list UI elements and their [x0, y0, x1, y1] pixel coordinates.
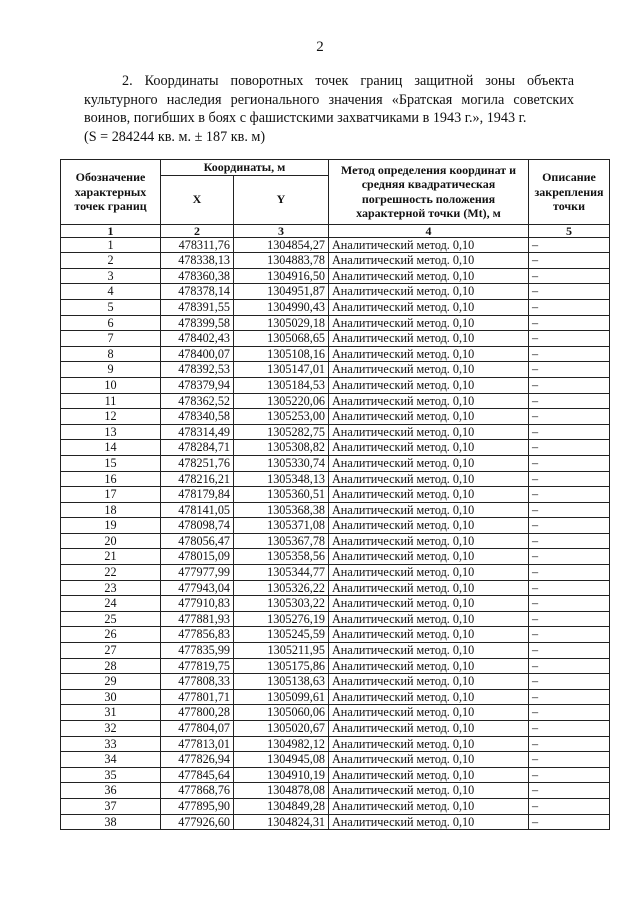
table-row: [61, 752, 610, 768]
y-coordinate-cell: 1305138,63: [234, 674, 329, 690]
x-coordinate-cell: 478400,07: [161, 346, 234, 362]
point-number-cell: 12: [61, 409, 161, 425]
y-coordinate-cell: 1305220,06: [234, 393, 329, 409]
description-cell: –: [529, 674, 610, 690]
x-coordinate-cell: 478141,05: [161, 502, 234, 518]
y-coordinate-cell: 1305099,61: [234, 689, 329, 705]
point-number-cell: 9: [61, 362, 161, 378]
y-coordinate-cell: 1304878,08: [234, 783, 329, 799]
description-cell: –: [529, 533, 610, 549]
table-row: [61, 331, 610, 347]
y-coordinate-cell: 1305175,86: [234, 658, 329, 674]
method-cell: Аналитический метод. 0,10: [329, 268, 529, 284]
y-coordinate-cell: 1305344,77: [234, 565, 329, 581]
point-number-cell: 6: [61, 315, 161, 331]
y-coordinate-cell: 1305326,22: [234, 580, 329, 596]
point-number-cell: 2: [61, 253, 161, 269]
point-number-cell: 31: [61, 705, 161, 721]
description-cell: –: [529, 783, 610, 799]
x-coordinate-cell: 478056,47: [161, 533, 234, 549]
description-cell: –: [529, 409, 610, 425]
y-coordinate-cell: 1305184,53: [234, 377, 329, 393]
method-cell: Аналитический метод. 0,10: [329, 736, 529, 752]
point-number-cell: 35: [61, 767, 161, 783]
table-row: [61, 549, 610, 565]
method-cell: Аналитический метод. 0,10: [329, 409, 529, 425]
table-row: [61, 783, 610, 799]
table-row: [61, 284, 610, 300]
y-coordinate-cell: 1305245,59: [234, 627, 329, 643]
description-cell: –: [529, 565, 610, 581]
method-cell: Аналитический метод. 0,10: [329, 596, 529, 612]
y-coordinate-cell: 1304849,28: [234, 798, 329, 814]
description-cell: –: [529, 658, 610, 674]
description-cell: –: [529, 798, 610, 814]
description-cell: –: [529, 377, 610, 393]
point-number-cell: 14: [61, 440, 161, 456]
y-coordinate-cell: 1305368,38: [234, 502, 329, 518]
table-row: [61, 424, 610, 440]
description-cell: –: [529, 440, 610, 456]
method-cell: Аналитический метод. 0,10: [329, 611, 529, 627]
point-number-cell: 33: [61, 736, 161, 752]
table-row: [61, 253, 610, 269]
description-cell: –: [529, 471, 610, 487]
description-cell: –: [529, 643, 610, 659]
x-coordinate-cell: 478392,53: [161, 362, 234, 378]
x-coordinate-cell: 477868,76: [161, 783, 234, 799]
point-number-cell: 23: [61, 580, 161, 596]
table-row: [61, 471, 610, 487]
column-number: 5: [529, 224, 610, 237]
method-cell: Аналитический метод. 0,10: [329, 643, 529, 659]
x-coordinate-cell: 477881,93: [161, 611, 234, 627]
table-row: [61, 299, 610, 315]
method-cell: Аналитический метод. 0,10: [329, 346, 529, 362]
point-number-cell: 37: [61, 798, 161, 814]
x-coordinate-cell: 477819,75: [161, 658, 234, 674]
method-cell: Аналитический метод. 0,10: [329, 502, 529, 518]
method-cell: Аналитический метод. 0,10: [329, 565, 529, 581]
method-cell: Аналитический метод. 0,10: [329, 393, 529, 409]
description-cell: –: [529, 253, 610, 269]
y-coordinate-cell: 1305360,51: [234, 487, 329, 503]
y-coordinate-cell: 1305068,65: [234, 331, 329, 347]
table-row: [61, 798, 610, 814]
description-cell: –: [529, 767, 610, 783]
point-number-cell: 7: [61, 331, 161, 347]
method-cell: Аналитический метод. 0,10: [329, 533, 529, 549]
method-cell: Аналитический метод. 0,10: [329, 237, 529, 253]
point-number-cell: 8: [61, 346, 161, 362]
point-number-cell: 1: [61, 237, 161, 253]
x-coordinate-cell: 478284,71: [161, 440, 234, 456]
y-coordinate-cell: 1304945,08: [234, 752, 329, 768]
method-cell: Аналитический метод. 0,10: [329, 814, 529, 830]
x-coordinate-cell: 478402,43: [161, 331, 234, 347]
x-coordinate-cell: 477813,01: [161, 736, 234, 752]
point-number-cell: 11: [61, 393, 161, 409]
point-number-cell: 10: [61, 377, 161, 393]
header-designation: Обозначение характерных точек границ: [61, 160, 161, 225]
x-coordinate-cell: 478251,76: [161, 455, 234, 471]
point-number-cell: 27: [61, 643, 161, 659]
x-coordinate-cell: 478098,74: [161, 518, 234, 534]
point-number-cell: 5: [61, 299, 161, 315]
method-cell: Аналитический метод. 0,10: [329, 518, 529, 534]
area-statement: (S = 284244 кв. м. ± 187 кв. м): [84, 128, 266, 145]
method-cell: Аналитический метод. 0,10: [329, 580, 529, 596]
method-cell: Аналитический метод. 0,10: [329, 284, 529, 300]
description-cell: –: [529, 331, 610, 347]
description-cell: –: [529, 346, 610, 362]
y-coordinate-cell: 1304824,31: [234, 814, 329, 830]
table-row: [61, 409, 610, 425]
point-number-cell: 16: [61, 471, 161, 487]
table-row: [61, 705, 610, 721]
y-coordinate-cell: 1305303,22: [234, 596, 329, 612]
x-coordinate-cell: 478362,52: [161, 393, 234, 409]
table-row: [61, 518, 610, 534]
x-coordinate-cell: 477856,83: [161, 627, 234, 643]
y-coordinate-cell: 1305147,01: [234, 362, 329, 378]
column-number: 1: [61, 224, 161, 237]
method-cell: Аналитический метод. 0,10: [329, 783, 529, 799]
method-cell: Аналитический метод. 0,10: [329, 440, 529, 456]
point-number-cell: 21: [61, 549, 161, 565]
x-coordinate-cell: 477826,94: [161, 752, 234, 768]
header-description: Описание закрепления точки: [529, 160, 610, 225]
method-cell: Аналитический метод. 0,10: [329, 377, 529, 393]
y-coordinate-cell: 1305211,95: [234, 643, 329, 659]
description-cell: –: [529, 627, 610, 643]
method-cell: Аналитический метод. 0,10: [329, 674, 529, 690]
point-number-cell: 20: [61, 533, 161, 549]
table-row: [61, 533, 610, 549]
coordinates-table: [60, 159, 610, 830]
x-coordinate-cell: 477801,71: [161, 689, 234, 705]
point-number-cell: 32: [61, 721, 161, 737]
point-number-cell: 13: [61, 424, 161, 440]
table-row: [61, 487, 610, 503]
method-cell: Аналитический метод. 0,10: [329, 315, 529, 331]
x-coordinate-cell: 478379,94: [161, 377, 234, 393]
x-coordinate-cell: 477926,60: [161, 814, 234, 830]
y-coordinate-cell: 1305253,00: [234, 409, 329, 425]
method-cell: Аналитический метод. 0,10: [329, 689, 529, 705]
page-number: 2: [316, 39, 324, 55]
section-intro: [84, 72, 574, 146]
x-coordinate-cell: 477800,28: [161, 705, 234, 721]
point-number-cell: 38: [61, 814, 161, 830]
table-row: [61, 362, 610, 378]
y-coordinate-cell: 1304854,27: [234, 237, 329, 253]
description-cell: –: [529, 611, 610, 627]
table-row: [61, 767, 610, 783]
description-cell: –: [529, 689, 610, 705]
description-cell: –: [529, 752, 610, 768]
y-coordinate-cell: 1305348,13: [234, 471, 329, 487]
y-coordinate-cell: 1305020,67: [234, 721, 329, 737]
column-number-row: [61, 224, 610, 237]
table-row: [61, 377, 610, 393]
section-heading: 2. Координаты поворотных точек границ защитной зоны объекта культурного наследия регионального значения «Братская могила советских воинов, погибших в боях с фашистскими захватчиками в 1943 г.», 1943 г.: [84, 73, 574, 126]
point-number-cell: 4: [61, 284, 161, 300]
table-row: [61, 580, 610, 596]
method-cell: Аналитический метод. 0,10: [329, 798, 529, 814]
table-row: [61, 346, 610, 362]
table-row: [61, 611, 610, 627]
point-number-cell: 36: [61, 783, 161, 799]
method-cell: Аналитический метод. 0,10: [329, 362, 529, 378]
x-coordinate-cell: 477835,99: [161, 643, 234, 659]
description-cell: –: [529, 580, 610, 596]
point-number-cell: 15: [61, 455, 161, 471]
x-coordinate-cell: 477895,90: [161, 798, 234, 814]
point-number-cell: 34: [61, 752, 161, 768]
description-cell: –: [529, 487, 610, 503]
table-row: [61, 689, 610, 705]
y-coordinate-cell: 1304883,78: [234, 253, 329, 269]
column-number: 4: [329, 224, 529, 237]
description-cell: –: [529, 284, 610, 300]
x-coordinate-cell: 477910,83: [161, 596, 234, 612]
method-cell: Аналитический метод. 0,10: [329, 705, 529, 721]
method-cell: Аналитический метод. 0,10: [329, 331, 529, 347]
description-cell: –: [529, 299, 610, 315]
description-cell: –: [529, 549, 610, 565]
table-row: [61, 814, 610, 830]
description-cell: –: [529, 705, 610, 721]
x-coordinate-cell: 478360,38: [161, 268, 234, 284]
method-cell: Аналитический метод. 0,10: [329, 767, 529, 783]
x-coordinate-cell: 478311,76: [161, 237, 234, 253]
point-number-cell: 25: [61, 611, 161, 627]
table-row: [61, 721, 610, 737]
x-coordinate-cell: 478015,09: [161, 549, 234, 565]
table-row: [61, 565, 610, 581]
header-coordinates: Координаты, м: [161, 160, 329, 176]
table-row: [61, 643, 610, 659]
y-coordinate-cell: 1304951,87: [234, 284, 329, 300]
column-number: 3: [234, 224, 329, 237]
method-cell: Аналитический метод. 0,10: [329, 487, 529, 503]
column-number: 2: [161, 224, 234, 237]
table-body: [61, 237, 610, 830]
point-number-cell: 3: [61, 268, 161, 284]
table-row: [61, 237, 610, 253]
description-cell: –: [529, 268, 610, 284]
point-number-cell: 24: [61, 596, 161, 612]
description-cell: –: [529, 502, 610, 518]
description-cell: –: [529, 237, 610, 253]
point-number-cell: 17: [61, 487, 161, 503]
y-coordinate-cell: 1305029,18: [234, 315, 329, 331]
y-coordinate-cell: 1305060,06: [234, 705, 329, 721]
description-cell: –: [529, 424, 610, 440]
description-cell: –: [529, 721, 610, 737]
y-coordinate-cell: 1305282,75: [234, 424, 329, 440]
method-cell: Аналитический метод. 0,10: [329, 253, 529, 269]
method-cell: Аналитический метод. 0,10: [329, 752, 529, 768]
point-number-cell: 28: [61, 658, 161, 674]
point-number-cell: 26: [61, 627, 161, 643]
x-coordinate-cell: 478340,58: [161, 409, 234, 425]
table-row: [61, 674, 610, 690]
table-row: [61, 502, 610, 518]
header-y: Y: [234, 175, 329, 224]
x-coordinate-cell: 478399,58: [161, 315, 234, 331]
x-coordinate-cell: 478391,55: [161, 299, 234, 315]
table-row: [61, 596, 610, 612]
description-cell: –: [529, 736, 610, 752]
method-cell: Аналитический метод. 0,10: [329, 658, 529, 674]
header-method: Метод определения координат и средняя квадратическая погрешность положения характерной точки (Mt), м: [329, 160, 529, 225]
table-row: [61, 393, 610, 409]
table-row: [61, 455, 610, 471]
description-cell: –: [529, 315, 610, 331]
description-cell: –: [529, 814, 610, 830]
point-number-cell: 29: [61, 674, 161, 690]
header-x: X: [161, 175, 234, 224]
y-coordinate-cell: 1305358,56: [234, 549, 329, 565]
description-cell: –: [529, 455, 610, 471]
y-coordinate-cell: 1305308,82: [234, 440, 329, 456]
x-coordinate-cell: 477845,64: [161, 767, 234, 783]
y-coordinate-cell: 1305371,08: [234, 518, 329, 534]
table-row: [61, 440, 610, 456]
table-row: [61, 627, 610, 643]
x-coordinate-cell: 478216,21: [161, 471, 234, 487]
method-cell: Аналитический метод. 0,10: [329, 721, 529, 737]
x-coordinate-cell: 477804,07: [161, 721, 234, 737]
table-row: [61, 315, 610, 331]
x-coordinate-cell: 478378,14: [161, 284, 234, 300]
y-coordinate-cell: 1304982,12: [234, 736, 329, 752]
y-coordinate-cell: 1305276,19: [234, 611, 329, 627]
point-number-cell: 19: [61, 518, 161, 534]
method-cell: Аналитический метод. 0,10: [329, 455, 529, 471]
method-cell: Аналитический метод. 0,10: [329, 471, 529, 487]
x-coordinate-cell: 477808,33: [161, 674, 234, 690]
x-coordinate-cell: 477943,04: [161, 580, 234, 596]
method-cell: Аналитический метод. 0,10: [329, 627, 529, 643]
method-cell: Аналитический метод. 0,10: [329, 424, 529, 440]
point-number-cell: 22: [61, 565, 161, 581]
x-coordinate-cell: 478338,13: [161, 253, 234, 269]
description-cell: –: [529, 596, 610, 612]
y-coordinate-cell: 1304916,50: [234, 268, 329, 284]
x-coordinate-cell: 478179,84: [161, 487, 234, 503]
table-row: [61, 268, 610, 284]
x-coordinate-cell: 477977,99: [161, 565, 234, 581]
description-cell: –: [529, 393, 610, 409]
table-row: [61, 736, 610, 752]
description-cell: –: [529, 518, 610, 534]
y-coordinate-cell: 1305108,16: [234, 346, 329, 362]
method-cell: Аналитический метод. 0,10: [329, 549, 529, 565]
point-number-cell: 30: [61, 689, 161, 705]
method-cell: Аналитический метод. 0,10: [329, 299, 529, 315]
y-coordinate-cell: 1305330,74: [234, 455, 329, 471]
x-coordinate-cell: 478314,49: [161, 424, 234, 440]
point-number-cell: 18: [61, 502, 161, 518]
y-coordinate-cell: 1304910,19: [234, 767, 329, 783]
table-row: [61, 658, 610, 674]
description-cell: –: [529, 362, 610, 378]
y-coordinate-cell: 1304990,43: [234, 299, 329, 315]
y-coordinate-cell: 1305367,78: [234, 533, 329, 549]
